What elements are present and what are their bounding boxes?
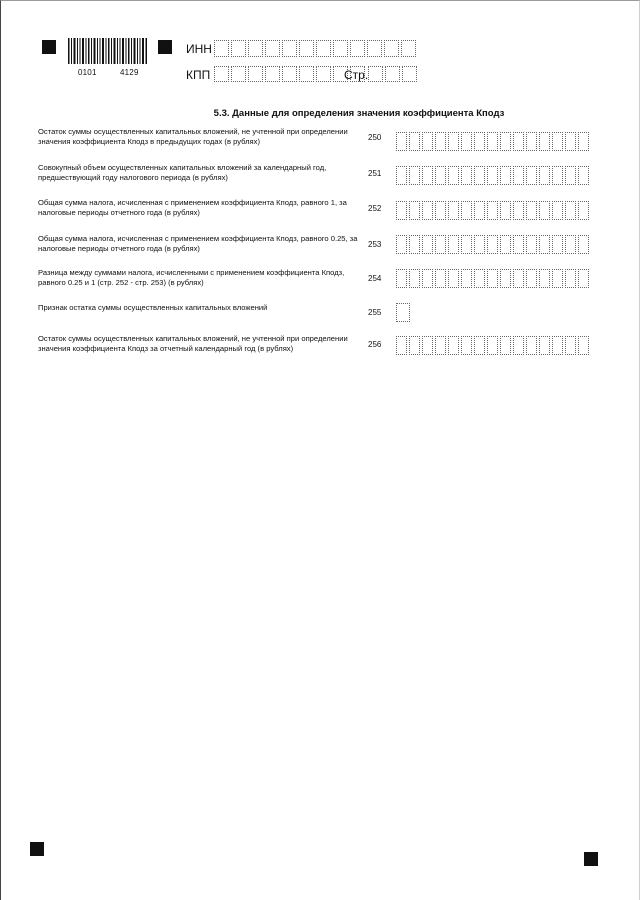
barcode-number-left: 0101: [78, 68, 97, 77]
row-252-label: Общая сумма налога, исчисленная с применением коэффициента Кподз, равного 1, за налоговые периоды отчетного года (в рублях): [38, 198, 347, 217]
row-251-field[interactable]: [396, 166, 591, 185]
row-254-code: 254: [368, 274, 382, 283]
row-254-field[interactable]: [396, 269, 591, 288]
barcode-number-right: 4129: [120, 68, 139, 77]
barcode: [68, 38, 148, 64]
row-251-code: 251: [368, 169, 382, 178]
row-253-code: 253: [368, 240, 382, 249]
row-255-label: Признак остатка суммы осуществленных капитальных вложений: [38, 303, 268, 312]
row-256-code: 256: [368, 340, 382, 349]
row-250-field[interactable]: [396, 132, 591, 151]
row-254-label: Разница между суммами налога, исчисленными с применением коэффициента Кподз, равного 0.25 и 1 (стр. 252 - стр. 253) (в рублях): [38, 268, 345, 287]
row-252-code: 252: [368, 204, 382, 213]
section-title: 5.3. Данные для определения значения коэффициента Кподз: [213, 108, 505, 119]
top-left-marker: [42, 40, 56, 54]
page-number-field[interactable]: [368, 66, 419, 82]
row-250-code: 250: [368, 133, 382, 142]
bottom-right-marker: [584, 852, 598, 866]
row-253-label: Общая сумма налога, исчисленная с применением коэффициента Кподз, равного 0.25, за налоговые периоды отчетного года (в рублях): [38, 234, 358, 253]
inn-label: ИНН: [186, 42, 212, 56]
top-middle-marker: [158, 40, 172, 54]
kpp-label: КПП: [186, 68, 211, 82]
bottom-left-marker: [30, 842, 44, 856]
row-252-field[interactable]: [396, 201, 591, 220]
row-250-label: Остаток суммы осуществленных капитальных вложений, не учтенной при определении значения коэффициента Кподз в предыдущих годах (в рублях): [38, 127, 348, 146]
row-256-field[interactable]: [396, 336, 591, 355]
page-label: Стр.: [344, 68, 369, 82]
row-256-label: Остаток суммы осуществленных капитальных вложений, не учтенной при определении значения коэффициента Кподз за отчетный календарный год (в рублях): [38, 334, 348, 353]
inn-field[interactable]: [214, 40, 418, 57]
row-255-code: 255: [368, 308, 382, 317]
row-253-field[interactable]: [396, 235, 591, 254]
row-251-label: Совокупный объем осуществленных капитальных вложений за календарный год, предшествующий году налогового периода (в рублях): [38, 163, 327, 182]
row-255-field[interactable]: [396, 303, 412, 322]
